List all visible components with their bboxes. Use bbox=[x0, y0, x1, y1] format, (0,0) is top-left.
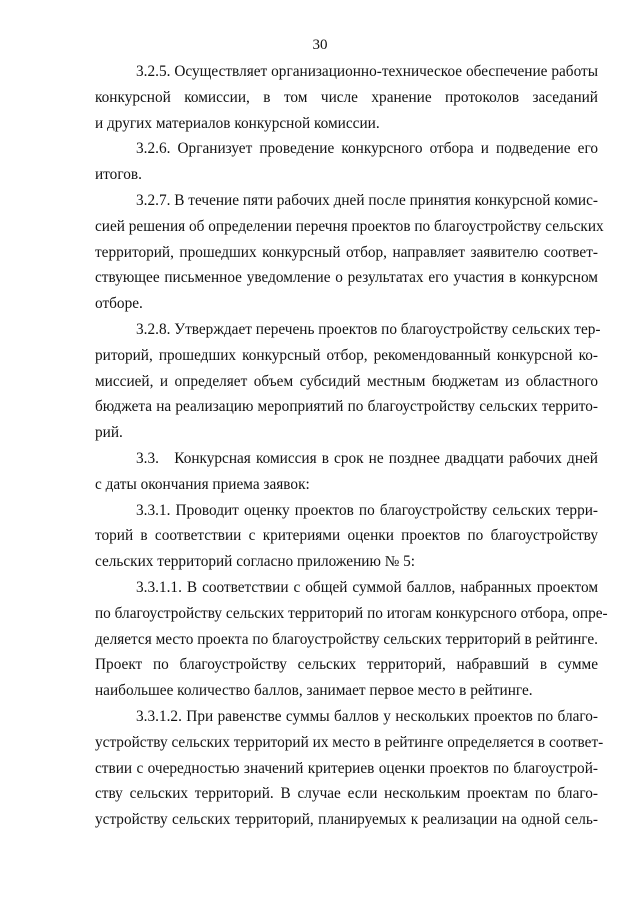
text-line: ствии с очередностью значений критериев оценки проектов по благоустрой- bbox=[95, 759, 598, 777]
text-line: 3.2.6. Организует проведение конкурсного отбора и подведение его bbox=[136, 140, 598, 158]
paragraph-3-2-8 bbox=[95, 317, 601, 446]
text-line: 3.2.8. Утверждает перечень проектов по благоустройству сельских тер- bbox=[136, 320, 601, 338]
text-line: конкурсной комиссии, в том числе хранение протоколов заседаний bbox=[95, 88, 598, 106]
text-line: риторий, прошедших конкурсный отбор, рекомендованный конкурсной ко- bbox=[95, 346, 598, 364]
text-line: торий в соответствии с критериями оценки проектов по благоустройству bbox=[95, 527, 598, 545]
paragraph-3-3-1 bbox=[95, 498, 598, 575]
text-line: и других материалов конкурсной комиссии. bbox=[95, 114, 380, 132]
paragraph-3-3-1-2 bbox=[95, 704, 604, 833]
text-line: бюджета на реализацию мероприятий по благоустройству сельских террито- bbox=[95, 398, 598, 416]
text-line: территорий, прошедших конкурсный отбор, направляет заявителю соответ- bbox=[95, 243, 598, 261]
text-line: ству сельских территорий. В случае если нескольким проектам по благо- bbox=[95, 785, 598, 803]
text-line: 3.2.7. В течение пяти рабочих дней после принятия конкурсной комис- bbox=[136, 191, 598, 209]
paragraph-3-3 bbox=[95, 446, 598, 498]
text-line: 3.3.1.2. При равенстве суммы баллов у нескольких проектов по благо- bbox=[136, 707, 598, 725]
text-line: по благоустройству сельских территорий по итогам конкурсного отбора, опре- bbox=[95, 604, 608, 622]
paragraph-3-3-1-1 bbox=[95, 575, 608, 704]
paragraph-3-2-6 bbox=[95, 136, 598, 188]
text-line: рий. bbox=[95, 424, 123, 442]
text-line: Проект по благоустройству сельских территорий, набравший в сумме bbox=[95, 656, 598, 674]
text-line: наибольшее количество баллов, занимает первое место в рейтинге. bbox=[95, 682, 533, 700]
paragraph-3-2-5 bbox=[95, 59, 598, 136]
text-line: ствующее письменное уведомление о результатах его участия в конкурсном bbox=[95, 269, 598, 287]
text-line: устройству сельских территорий их место в рейтинге определяется в соответ- bbox=[95, 733, 604, 751]
text-line: деляется место проекта по благоустройству сельских территорий в рейтинге. bbox=[95, 630, 598, 648]
page-number: 30 bbox=[312, 37, 328, 53]
text-line: 3.3.1.1. В соответствии с общей суммой баллов, набранных проектом bbox=[136, 578, 598, 596]
text-line: сельских территорий согласно приложению № 5: bbox=[95, 553, 416, 571]
text-line: с даты окончания приема заявок: bbox=[95, 475, 310, 493]
text-line: сией решения об определении перечня проектов по благоустройству сельских bbox=[95, 217, 604, 235]
paragraph-3-2-7 bbox=[95, 188, 604, 317]
text-line: 3.3.1. Проводит оценку проектов по благоустройству сельских терри- bbox=[136, 501, 598, 519]
text-line: итогов. bbox=[95, 166, 142, 184]
text-line: устройству сельских территорий, планируемых к реализации на одной сель- bbox=[95, 811, 598, 829]
document-body bbox=[95, 59, 608, 833]
text-line: 3.2.5. Осуществляет организационно-техническое обеспечение работы bbox=[136, 63, 598, 80]
text-line: отборе. bbox=[95, 295, 143, 313]
text-line: миссией, и определяет объем субсидий местным бюджетам из областного bbox=[95, 372, 598, 390]
text-line: 3.3. Конкурсная комиссия в срок не позднее двадцати рабочих дней bbox=[136, 449, 598, 467]
